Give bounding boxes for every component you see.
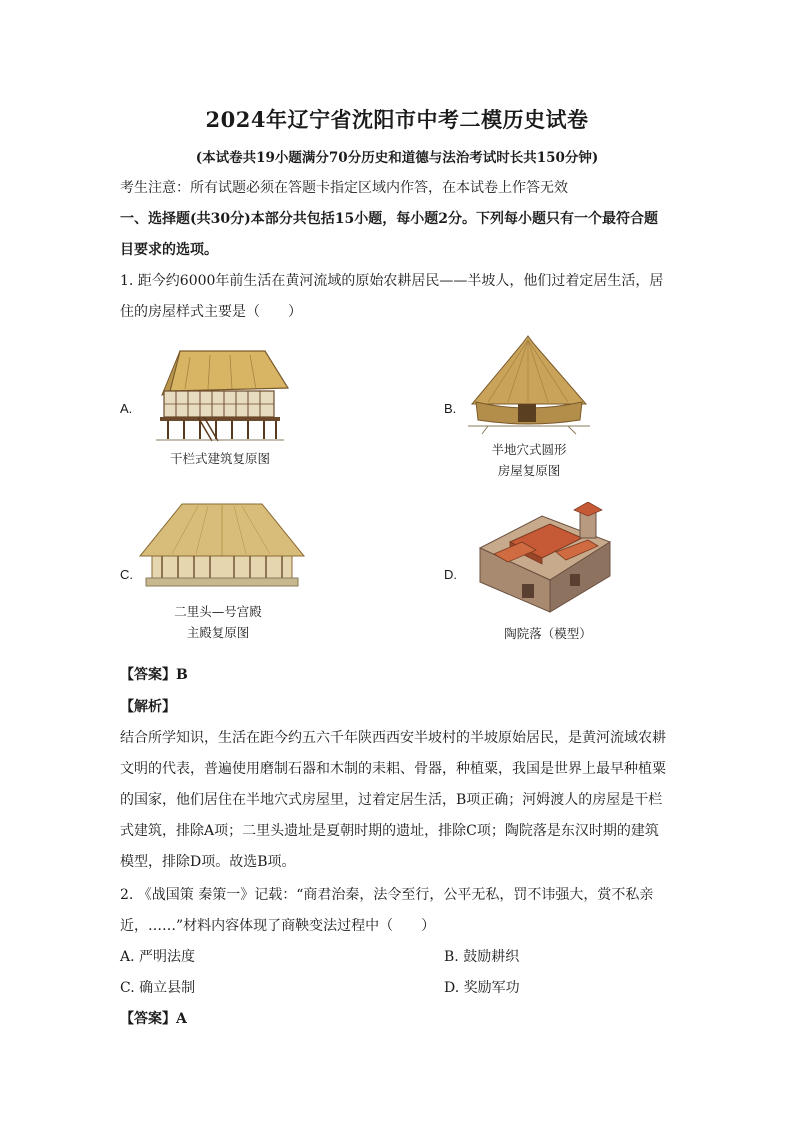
- q2-answer: 【答案】A: [120, 1011, 187, 1027]
- q1-analysis-line: 式建筑，排除A项；二里头遗址是夏朝时期的遗址，排除C项；陶院落是东汉时期的建筑: [120, 823, 659, 839]
- q1-option-d-caption: 陶院落（模型）: [504, 626, 592, 641]
- q2-option-c: C. 确立县制: [120, 980, 196, 996]
- q2-stem-line1: 2. 《战国策 秦策一》记载：“商君治秦，法令至行，公平无私，罚不讳强大，赏不私亲: [120, 887, 654, 903]
- q1-analysis-line: 模型，排除D项。故选B项。: [120, 854, 296, 870]
- q1-option-b-letter: B.: [444, 401, 457, 416]
- q1-option-a-caption: 干栏式建筑复原图: [169, 451, 270, 466]
- q2-option-d: D. 奖励军功: [444, 980, 520, 996]
- q1-option-b-caption-line2: 房屋复原图: [497, 463, 561, 478]
- q1-option-b-caption-line1: 半地穴式圆形: [491, 442, 567, 457]
- section-heading-line1: 一、选择题(共30分)本部分共包括15小题，每小题2分。下列每小题只有一个最符合题: [120, 211, 658, 227]
- stilt-house-image: [150, 343, 290, 443]
- q1-stem-line2: 住的房屋样式主要是（ ）: [120, 304, 302, 320]
- q1-analysis-line: 文明的代表，普遍使用磨制石器和木制的耒耜、骨器，种植粟，我国是世界上最早种植粟: [120, 761, 666, 777]
- q1-option-c-letter: C.: [120, 567, 133, 582]
- q1-analysis-line: 的国家，他们居住在半地穴式房屋里，过着定居生活，B项正确；河姆渡人的房屋是干栏: [120, 792, 663, 808]
- pottery-courtyard-model-image: [470, 502, 616, 620]
- round-pit-house-image: [468, 334, 590, 436]
- section-heading-line2: 目要求的选项。: [120, 242, 218, 258]
- q2-option-a: A. 严明法度: [120, 949, 196, 965]
- q1-option-c-caption-line2: 主殿复原图: [186, 625, 250, 640]
- q2-stem-line2: 近，……”材料内容体现了商鞅变法过程中（ ）: [120, 918, 436, 934]
- q1-option-c-caption-line1: 二里头—号宫殿: [174, 604, 262, 619]
- page-subtitle: (本试卷共19小题满分70分历史和道德与法治考试时长共150分钟): [195, 150, 599, 166]
- q1-stem-line1: 1. 距今约6000年前生活在黄河流域的原始农耕居民——半坡人，他们过着定居生活，居: [120, 273, 664, 289]
- q1-option-d-letter: D.: [444, 567, 457, 582]
- q1-analysis-label: 【解析】: [120, 699, 176, 715]
- page-title: 2024年辽宁省沈阳市中考二模历史试卷: [205, 107, 589, 132]
- q1-option-a-letter: A.: [120, 401, 133, 416]
- q1-answer: 【答案】B: [120, 667, 188, 683]
- erlitou-palace-image: [138, 500, 306, 596]
- notice-text: 考生注意：所有试题必须在答题卡指定区域内作答，在本试卷上作答无效: [120, 180, 568, 196]
- q1-analysis-line: 结合所学知识，生活在距今约五六千年陕西西安半坡村的半坡原始居民，是黄河流域农耕: [120, 730, 666, 746]
- q2-option-b: B. 鼓励耕织: [444, 949, 520, 965]
